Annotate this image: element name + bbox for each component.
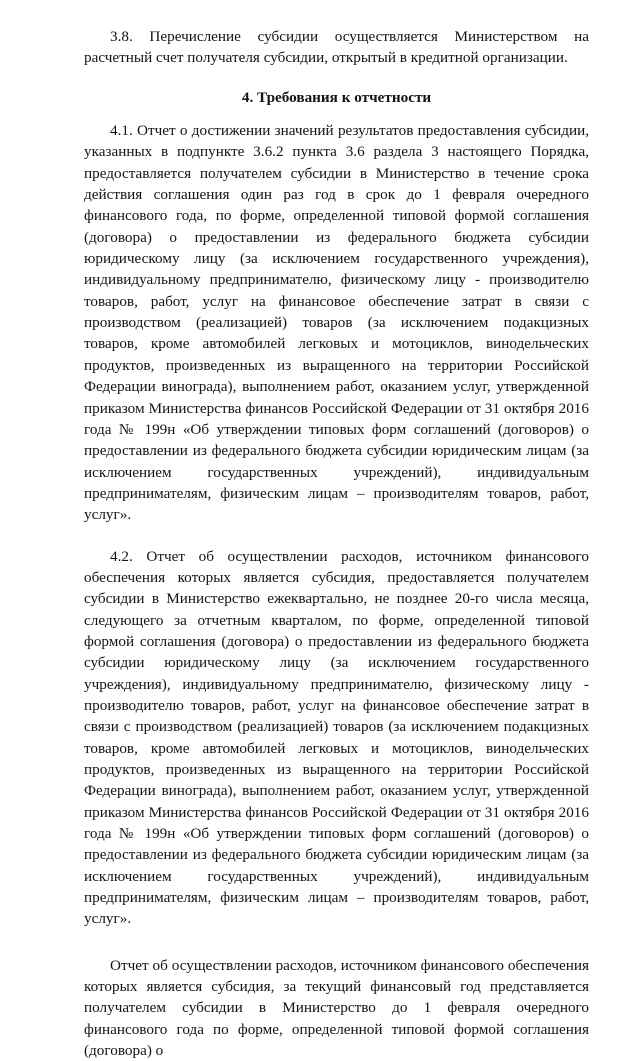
document-page: [84, 26, 589, 1061]
paragraph-annual-report: Отчет об осуществлении расходов, источником финансового обеспечения которых является субсидия, за текущий финансовый год представляется получателем субсидии в Министерство до 1 февраля очередного финансового года по форме, определенной типовой формой соглашения (договора) о: [84, 956, 589, 1060]
paragraph-3-8: 3.8. Перечисление субсидии осуществляется Министерством на расчетный счет получателя субсидии, открытый в кредитной организации.: [84, 28, 589, 67]
paragraph-4-2: 4.2. Отчет об осуществлении расходов, источником финансового обеспечения которых является субсидия, предоставляется получателем субсидии в Министерство ежеквартально, не позднее 20-го числа месяца, следующего за отчетным кварталом, по форме, определенной типовой формой соглашения (договора) о предоставлении из федерального бюджета субсидии юридическому лицу (за исключением государственного учреждения), индивидуальному предпринимателю, физическому лицу - производителю товаров, работ, услуг на финансовое обеспечение затрат в связи с производством (реализацией) товаров (за исключением подакцизных товаров, кроме автомобилей легковых и мотоциклов, винодельческих продуктов, произведенных из выращенного на территории Российской Федерации винограда), выполнением работ, оказанием услуг, утвержденной приказом Министерства финансов Российской Федерации от 31 октября 2016 года № 199н «Об утверждении типовых форм соглашений (договоров) о предоставлении из федерального бюджета субсидии юридическим лицам (за исключением государственных учреждений), индивидуальным предпринимателям, физическим лицам – производителям товаров, работ, услуг».: [84, 547, 589, 928]
section-heading: 4. Требования к отчетности: [241, 88, 432, 106]
paragraph-4-1: 4.1. Отчет о достижении значений результатов предоставления субсидии, указанных в подпункте 3.6.2 пункта 3.6 раздела 3 настоящего Порядка, предоставляется получателем субсидии в Министерство в течение срока действия соглашения один раз год в срок до 1 февраля очередного финансового года, по форме, определенной типовой формой соглашения (договора) о предоставлении из федерального бюджета субсидии юридическому лицу (за исключением государственного учреждения), индивидуальному предпринимателю, физическому лицу - производителю товаров, работ, услуг на финансовое обеспечение затрат в связи с производством (реализацией) товаров (за исключением подакцизных товаров, кроме автомобилей легковых и мотоциклов, винодельческих продуктов, произведенных из выращенного на территории Российской Федерации винограда), выполнением работ, оказанием услуг, утвержденной приказом Министерства финансов Российской Федерации от 31 октября 2016 года № 199н «Об утверждении типовых форм соглашений (договоров) о предоставлении из федерального бюджета субсидии юридическим лицам (за исключением государственных учреждений), индивидуальным предпринимателям, физическим лицам – производителям товаров, работ, услуг».: [84, 122, 589, 524]
